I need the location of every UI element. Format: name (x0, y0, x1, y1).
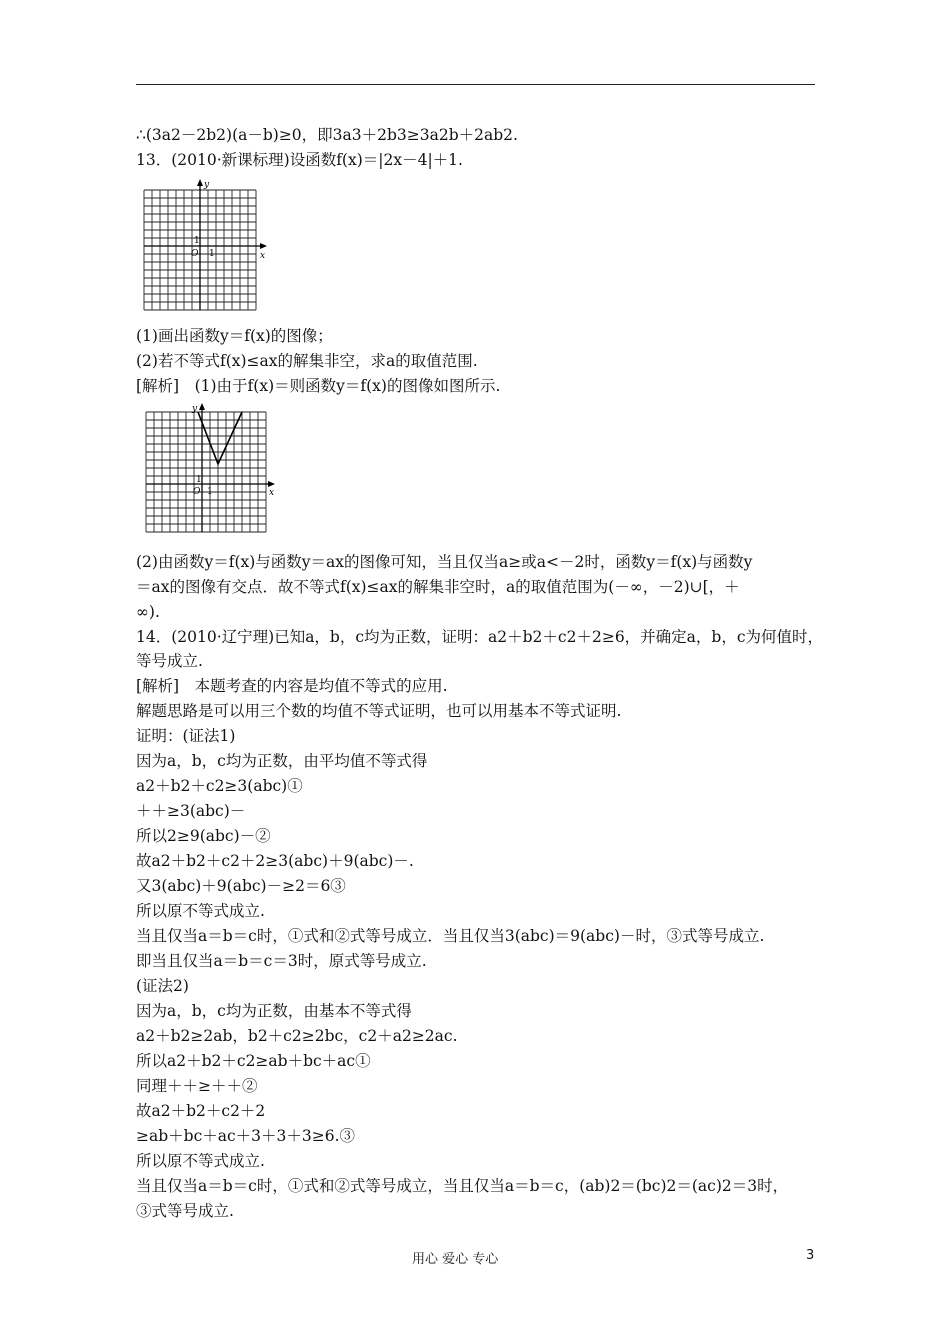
text-line: 当且仅当a＝b＝c时，①式和②式等号成立．当且仅当3(abc)＝9(abc)－时，③式等号成立. (136, 927, 765, 945)
text-line: 证明：(证法1) (136, 727, 236, 745)
function-graph (136, 402, 281, 535)
text-line: 同理＋＋≥＋＋② (136, 1077, 258, 1095)
text-line: 所以a2＋b2＋c2≥ab＋bc＋ac① (136, 1052, 371, 1070)
text-line: 所以原不等式成立. (136, 902, 265, 920)
footer-text: 用心 爱心 专心 (412, 1252, 499, 1267)
question-2: (2)若不等式f(x)≤ax的解集非空，求a的取值范围. (136, 352, 478, 370)
analysis-heading: [解析] (1)由于f(x)＝则函数y＝f(x)的图像如图所示. (136, 377, 501, 395)
x-axis-label: x (260, 251, 266, 261)
text-line: 当且仅当a＝b＝c时，①式和②式等号成立，当且仅当a＝b＝c，(ab)2＝(bc)2＝(ac)2＝3时， (136, 1177, 789, 1195)
page-number: 3 (806, 1248, 815, 1263)
text-line: 故a2＋b2＋c2＋2 (136, 1102, 266, 1120)
y-axis-label: y (192, 404, 198, 414)
origin-label: O (193, 487, 201, 497)
y-axis-arrow (199, 403, 205, 410)
y-axis-label: y (204, 180, 210, 190)
text-line: ∴(3a2－2b2)(a－b)≥0，即3a3＋2b3≥3a2b＋2ab2. (136, 126, 518, 144)
header-rule (136, 84, 815, 85)
text-line: ＋＋≥3(abc)－ (136, 802, 246, 820)
y-unit-label: 1 (196, 475, 202, 485)
text-line: a2＋b2＋c2≥3(abc)① (136, 777, 303, 795)
analysis-heading: [解析] 本题考查的内容是均值不等式的应用. (136, 677, 448, 695)
problem-13-title: 13．(2010·新课标理)设函数f(x)＝|2x－4|＋1. (136, 151, 463, 169)
blank-coordinate-grid (136, 178, 276, 313)
text-line: a2＋b2≥2ab，b2＋c2≥2bc，c2＋a2≥2ac. (136, 1027, 458, 1045)
text-line: 等号成立. (136, 652, 203, 670)
text-line: 所以2≥9(abc)－② (136, 827, 271, 845)
text-line: ③式等号成立. (136, 1202, 234, 1220)
text-line: 所以原不等式成立. (136, 1152, 265, 1170)
x-unit-label: 1 (209, 249, 215, 259)
text-line: 又3(abc)＋9(abc)－≥2＝6③ (136, 877, 346, 895)
text-line: (2)由函数y＝f(x)与函数y＝ax的图像可知，当且仅当a≥或a<－2时，函数y＝f(x)与函数y (136, 553, 753, 571)
text-line: ≥ab＋bc＋ac＋3＋3＋3≥6.③ (136, 1127, 356, 1145)
problem-14-title: 14．(2010·辽宁理)已知a，b，c均为正数，证明：a2＋b2＋c2＋2≥6，并确定a，b，c为何值时， (136, 628, 824, 646)
x-axis-arrow (268, 481, 275, 487)
x-axis-label: x (269, 488, 275, 498)
x-axis-arrow (260, 243, 267, 249)
text-line: 即当且仅当a＝b＝c＝3时，原式等号成立. (136, 952, 427, 970)
text-line: 故a2＋b2＋c2＋2≥3(abc)＋9(abc)－. (136, 852, 414, 870)
text-line: 因为a，b，c均为正数，由平均值不等式得 (136, 752, 428, 770)
text-line: (证法2) (136, 977, 189, 995)
question-1: (1)画出函数y＝f(x)的图像； (136, 327, 333, 345)
x-unit-label: 1 (207, 487, 213, 497)
text-line: ＝ax的图像有交点．故不等式f(x)≤ax的解集非空时，a的取值范围为(－∞，－2)∪[，＋ (136, 578, 740, 596)
y-unit-label: 1 (194, 236, 200, 246)
text-line: 因为a，b，c均为正数，由基本不等式得 (136, 1002, 412, 1020)
origin-label: O (191, 249, 199, 259)
text-line: 解题思路是可以用三个数的均值不等式证明，也可以用基本不等式证明. (136, 702, 622, 720)
text-line: ∞). (136, 603, 160, 621)
y-axis-arrow (197, 179, 203, 186)
